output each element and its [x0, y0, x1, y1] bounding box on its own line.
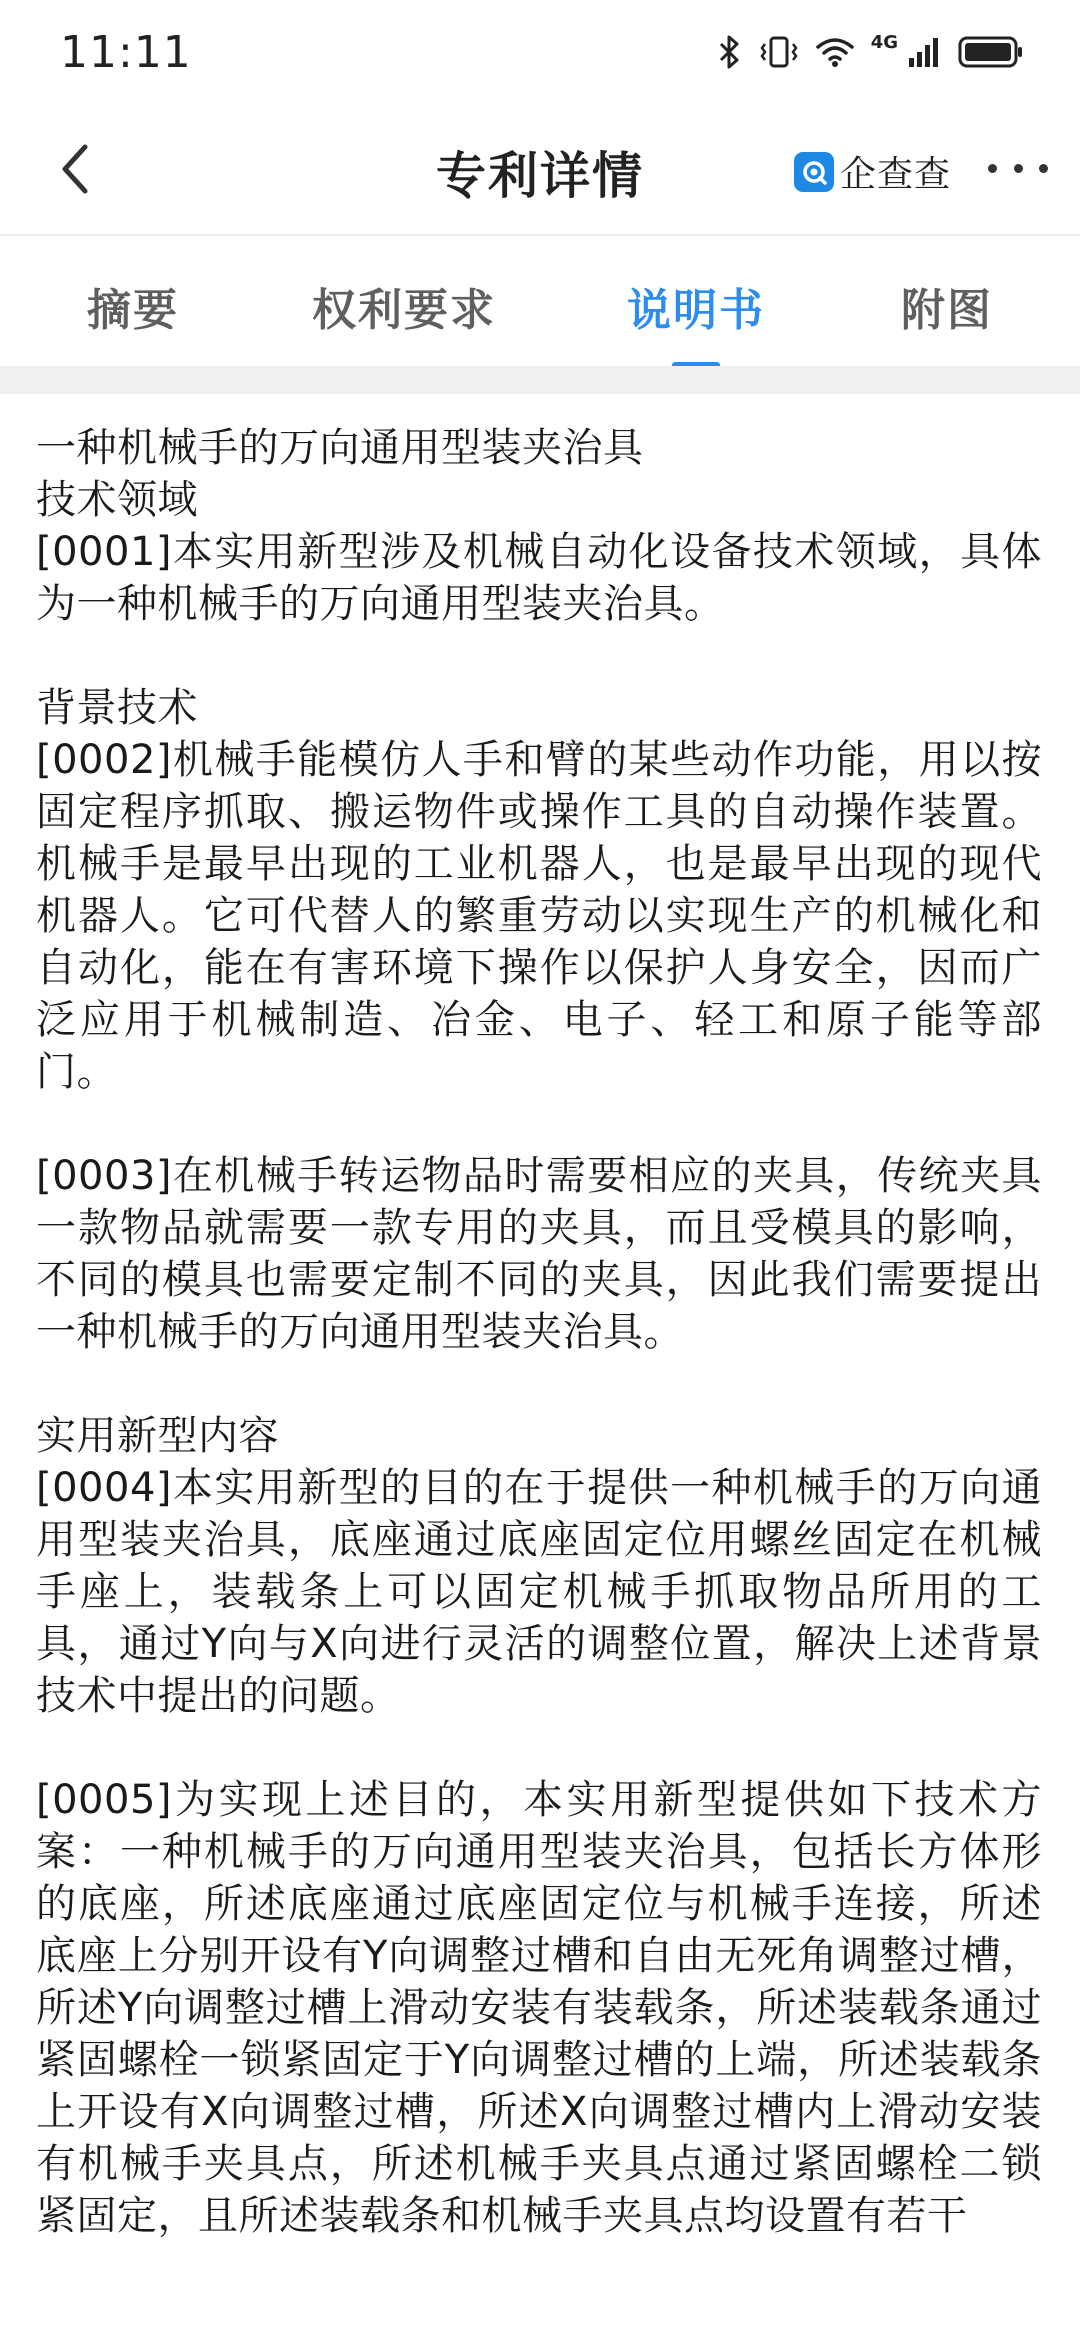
section-heading: 实用新型内容 — [36, 1413, 279, 1459]
tab-drawings[interactable]: 附图 — [901, 285, 993, 336]
paragraph-gap — [36, 1358, 1042, 1410]
brand-name: 企查查 — [840, 154, 952, 195]
qcc-logo-icon — [794, 152, 834, 192]
paragraph-gap — [36, 1098, 1042, 1150]
section-heading: 背景技术 — [36, 685, 198, 731]
paragraph-gap — [36, 1722, 1042, 1774]
section-heading: 技术领域 — [36, 477, 198, 523]
status-time: 11:11 — [60, 26, 192, 78]
more-dot — [1014, 164, 1023, 173]
app-header — [0, 104, 1080, 234]
paragraph-0001: [0001]本实用新型涉及机械自动化设备技术领域，具体为一种机械手的万向通用型装夹治具。 — [36, 529, 1042, 627]
status-bar — [0, 0, 1080, 104]
signal-icon — [908, 36, 942, 68]
tab-description[interactable]: 说明书 — [627, 285, 765, 336]
tab-claims[interactable]: 权利要求 — [312, 285, 496, 336]
page-title: 专利详情 — [436, 147, 644, 205]
paragraph-0002: [0002]机械手能模仿人手和臂的某些动作功能，用以按固定程序抓取、搬运物件或操作工具的自动操作装置。机械手是最早出现的工业机器人，也是最早出现的现代机器人。它可代替人的繁重劳动以实现生产的机械化和自动化，能在有害环境下操作以保护人身安全，因而广泛应用于机械制造、冶金、电子、轻工和原子能等部门。 — [36, 737, 1042, 1095]
brand-link[interactable] — [794, 146, 951, 197]
wifi-icon — [815, 36, 855, 68]
document-title: 一种机械手的万向通用型装夹治具 — [36, 425, 644, 471]
more-dot — [988, 164, 997, 173]
battery-icon — [958, 35, 1024, 69]
tab-bar — [0, 236, 1080, 366]
more-dot — [1039, 164, 1048, 173]
paragraph-0005: [0005]为实现上述目的，本实用新型提供如下技术方案：一种机械手的万向通用型装夹治具，包括长方体形的底座，所述底座通过底座固定位与机械手连接，所述底座上分别开设有Y向调整过槽和自由无死角调整过槽，所述Y向调整过槽上滑动安装有装载条，所述装载条通过紧固螺栓一锁紧固定于Y向调整过槽的上端，所述装载条上开设有X向调整过槽，所述X向调整过槽内上滑动安装有机械手夹具点，所述机械手夹具点通过紧固螺栓二锁紧固定，且所述装载条和机械手夹具点均设置有若干 — [36, 1777, 1042, 2239]
paragraph-gap — [36, 630, 1042, 682]
vibrate-icon — [759, 34, 799, 70]
paragraph-0004: [0004]本实用新型的目的在于提供一种机械手的万向通用型装夹治具，底座通过底座固定位用螺丝固定在机械手座上，装载条上可以固定机械手抓取物品所用的工具，通过Y向与X向进行灵活的调整位置，解决上述背景技术中提出的问题。 — [36, 1465, 1042, 1719]
bluetooth-icon — [717, 34, 743, 70]
tab-abstract[interactable]: 摘要 — [87, 285, 179, 336]
description-content — [36, 422, 1042, 2242]
status-icons — [717, 31, 1024, 70]
more-button[interactable] — [988, 148, 1048, 188]
section-separator — [0, 366, 1080, 394]
paragraph-0003: [0003]在机械手转运物品时需要相应的夹具，传统夹具一款物品就需要一款专用的夹具，而且受模具的影响，不同的模具也需要定制不同的夹具，因此我们需要提出一种机械手的万向通用型装夹治具。 — [36, 1153, 1042, 1355]
network-label: 4G — [870, 31, 898, 53]
